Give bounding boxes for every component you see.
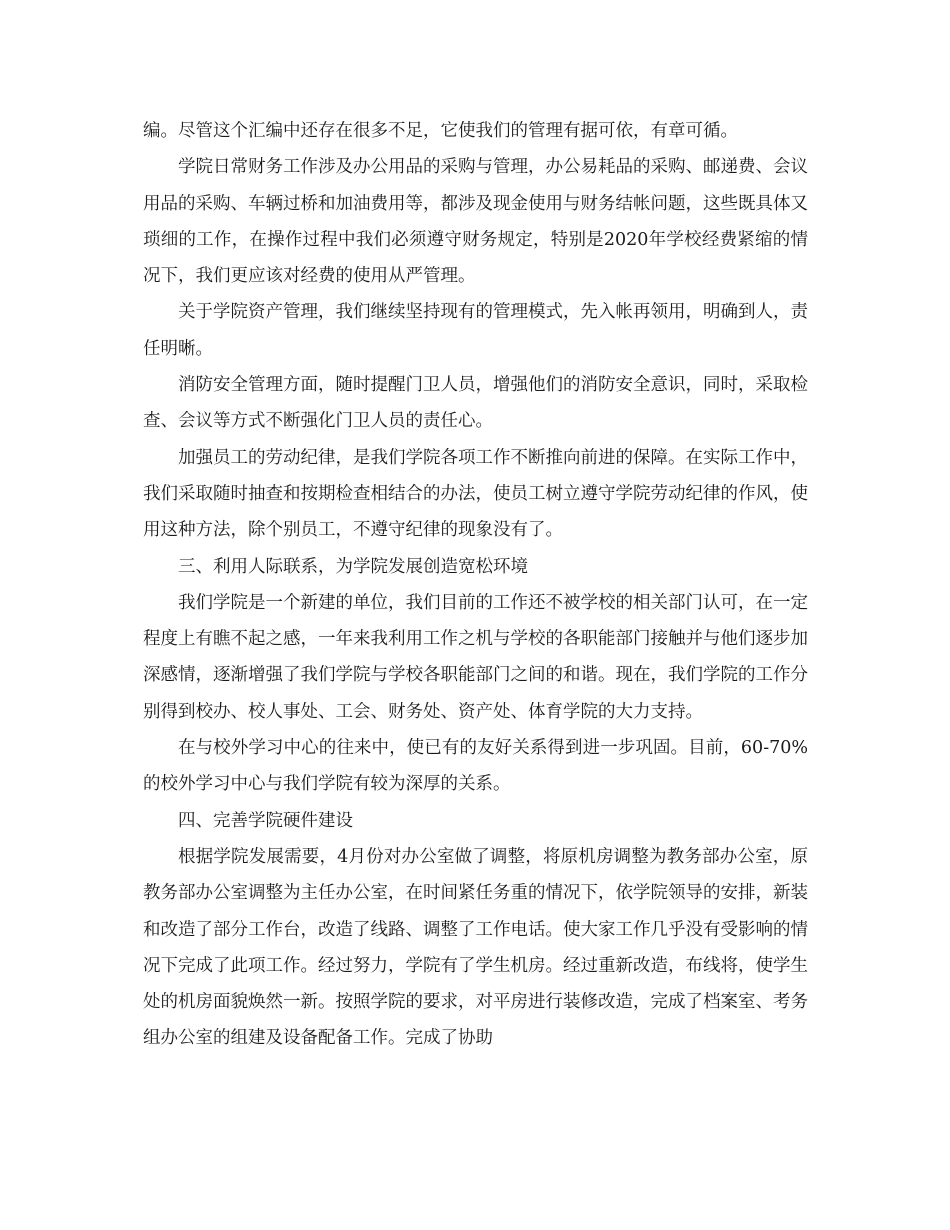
- paragraph: 学院日常财务工作涉及办公用品的采购与管理，办公易耗品的采购、邮递费、会议用品的采购、车辆过桥和加油费用等，都涉及现金使用与财务结帐问题，这些既具体又琐细的工作，在操作过程中我们必须遵守财务规定，特别是2020年学校经费紧缩的情况下，我们更应该对经费的使用从严管理。: [143, 157, 808, 287]
- paragraph: 我们学院是一个新建的单位，我们目前的工作还不被学校的相关部门认可，在一定程度上有瞧不起之感，一年来我利用工作之机与学校的各职能部门接触并与他们逐步加深感情，逐渐增强了我们学院与学校各职能部门之间的和谐。现在，我们学院的工作分别得到校办、校人事处、工会、财务处、资产处、体育学院的大力支持。: [143, 592, 808, 722]
- paragraph: 编。尽管这个汇编中还存在很多不足，它使我们的管理有据可依，有章可循。: [143, 121, 738, 141]
- section-heading: 四、完善学院硬件建设: [178, 810, 353, 831]
- document-body: [143, 113, 808, 1057]
- paragraph: 关于学院资产管理，我们继续坚持现有的管理模式，先入帐再领用，明确到人，责任明晰。: [143, 302, 808, 359]
- paragraph: 加强员工的劳动纪律，是我们学院各项工作不断推向前进的保障。在实际工作中，我们采取随时抽查和按期检查相结合的办法，使员工树立遵守学院劳动纪律的作风，使用这种方法，除个别员工，不遵守纪律的现象没有了。: [143, 447, 808, 541]
- paragraph: 在与校外学习中心的往来中，使已有的友好关系得到进一步巩固。目前，60-70%的校外学习中心与我们学院有较为深厚的关系。: [143, 738, 808, 795]
- paragraph: 根据学院发展需要，4月份对办公室做了调整，将原机房调整为教务部办公室，原教务部办公室调整为主任办公室，在时间紧任务重的情况下，依学院领导的安排，新装和改造了部分工作台，改造了线路、调整了工作电话。使大家工作几乎没有受影响的情况下完成了此项工作。经过努力，学院有了学生机房。经过重新改造，布线将，使学生处的机房面貌焕然一新。按照学院的要求，对平房进行装修改造，完成了档案室、考务组办公室的组建及设备配备工作。完成了协助: [143, 846, 808, 1049]
- paragraph: 消防安全管理方面，随时提醒门卫人员，增强他们的消防安全意识，同时，采取检查、会议等方式不断强化门卫人员的责任心。: [143, 375, 808, 432]
- section-heading: 三、利用人际联系，为学院发展创造宽松环境: [178, 556, 528, 577]
